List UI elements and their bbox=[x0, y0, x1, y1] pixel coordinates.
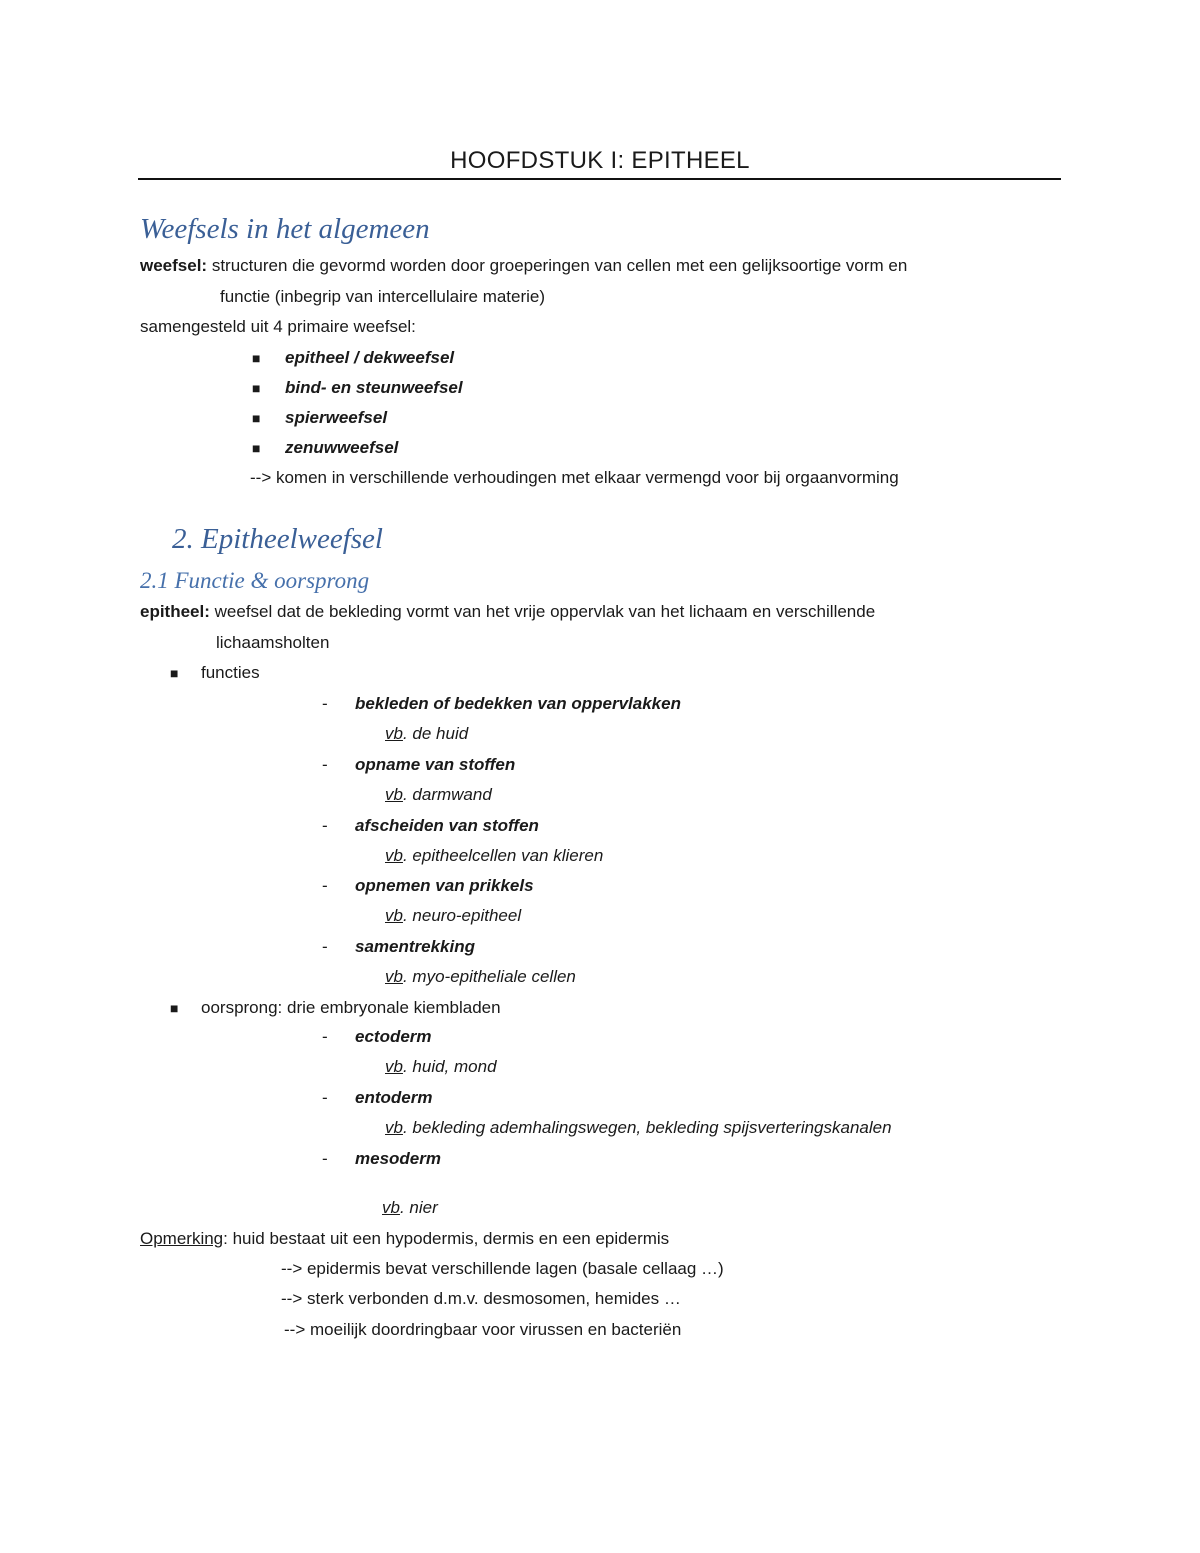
definition-term: weefsel: bbox=[140, 256, 208, 275]
section-heading-weefsels: Weefsels in het algemeen bbox=[140, 213, 430, 245]
dash-marker: - bbox=[322, 1149, 328, 1168]
dash-marker: - bbox=[322, 937, 328, 956]
function-example: vb. neuro-epitheel bbox=[385, 906, 522, 925]
vb-label: vb bbox=[385, 785, 403, 804]
kiemblad-example: vb. huid, mond bbox=[385, 1057, 497, 1076]
opmerking-note: --> epidermis bevat verschillende lagen (basale cellaag …) bbox=[281, 1259, 724, 1278]
weefsel-definition-continued: functie (inbegrip van intercellulaire materie) bbox=[220, 287, 546, 306]
bullet-icon: ■ bbox=[252, 440, 261, 456]
opmerking-note: --> sterk verbonden d.m.v. desmosomen, hemides … bbox=[281, 1289, 681, 1308]
kiemblad-item: mesoderm bbox=[355, 1149, 441, 1168]
chapter-title: HOOFDSTUK I: EPITHEEL bbox=[450, 147, 750, 174]
dash-marker: - bbox=[322, 755, 328, 774]
vb-label: vb bbox=[385, 724, 403, 743]
tissue-item: spierweefsel bbox=[285, 408, 388, 427]
title-underline bbox=[138, 178, 1061, 180]
vb-label: vb bbox=[385, 1057, 403, 1076]
opmerking-note: --> moeilijk doordringbaar voor virussen en bacteriën bbox=[284, 1320, 682, 1339]
tissue-note: --> komen in verschillende verhoudingen met elkaar vermengd voor bij orgaanvorming bbox=[250, 468, 899, 487]
kiemblad-example: vb. nier bbox=[382, 1198, 438, 1217]
bullet-icon: ■ bbox=[252, 380, 261, 396]
function-item: samentrekking bbox=[355, 937, 475, 956]
epitheel-definition bbox=[140, 602, 875, 622]
dash-marker: - bbox=[322, 694, 328, 713]
function-item: opname van stoffen bbox=[355, 755, 516, 774]
bullet-icon: ■ bbox=[170, 1000, 179, 1016]
opmerking-text: : huid bestaat uit een hypodermis, dermis en een epidermis bbox=[223, 1229, 670, 1248]
function-example: vb. myo-epitheliale cellen bbox=[385, 967, 576, 986]
bullet-icon: ■ bbox=[252, 350, 261, 366]
dash-marker: - bbox=[322, 876, 328, 895]
vb-label: vb bbox=[385, 967, 403, 986]
function-item: opnemen van prikkels bbox=[355, 876, 534, 895]
vb-label: vb bbox=[385, 846, 403, 865]
definition-term: epitheel: bbox=[140, 602, 210, 621]
bullet-icon: ■ bbox=[252, 410, 261, 426]
opmerking-line bbox=[140, 1229, 669, 1249]
epitheel-definition-continued: lichaamsholten bbox=[216, 633, 330, 652]
vb-label: vb bbox=[385, 1118, 403, 1137]
dash-marker: - bbox=[322, 1027, 328, 1046]
section-heading-epitheelweefsel: 2. Epitheelweefsel bbox=[172, 523, 383, 555]
kiemblad-example: vb. bekleding ademhalingswegen, bekleding spijsverteringskanalen bbox=[385, 1118, 892, 1137]
tissue-item: epitheel / dekweefsel bbox=[285, 348, 455, 367]
oorsprong-label: oorsprong: drie embryonale kiembladen bbox=[201, 998, 501, 1017]
subsection-heading-functie: 2.1 Functie & oorsprong bbox=[140, 568, 370, 593]
function-example: vb. darmwand bbox=[385, 785, 492, 804]
kiemblad-item: entoderm bbox=[355, 1088, 433, 1107]
definition-text: weefsel dat de bekleding vormt van het vrije oppervlak van het lichaam en verschillende bbox=[209, 602, 876, 621]
bullet-icon: ■ bbox=[170, 665, 179, 681]
dash-marker: - bbox=[322, 1088, 328, 1107]
weefsel-definition bbox=[140, 256, 907, 276]
opmerking-label: Opmerking bbox=[140, 1229, 224, 1248]
kiemblad-item: ectoderm bbox=[355, 1027, 432, 1046]
function-item: bekleden of bedekken van oppervlakken bbox=[355, 694, 681, 713]
tissue-item: bind- en steunweefsel bbox=[285, 378, 463, 397]
vb-label: vb bbox=[382, 1198, 400, 1217]
tissue-item: zenuwweefsel bbox=[285, 438, 399, 457]
dash-marker: - bbox=[322, 816, 328, 835]
vb-label: vb bbox=[385, 906, 403, 925]
function-example: vb. epitheelcellen van klieren bbox=[385, 846, 604, 865]
functies-label: functies bbox=[201, 663, 260, 682]
function-item: afscheiden van stoffen bbox=[355, 816, 539, 835]
definition-text: structuren die gevormd worden door groeperingen van cellen met een gelijksoortige vorm en bbox=[207, 256, 908, 275]
function-example: vb. de huid bbox=[385, 724, 469, 743]
primary-tissues-intro: samengesteld uit 4 primaire weefsel: bbox=[140, 317, 416, 336]
